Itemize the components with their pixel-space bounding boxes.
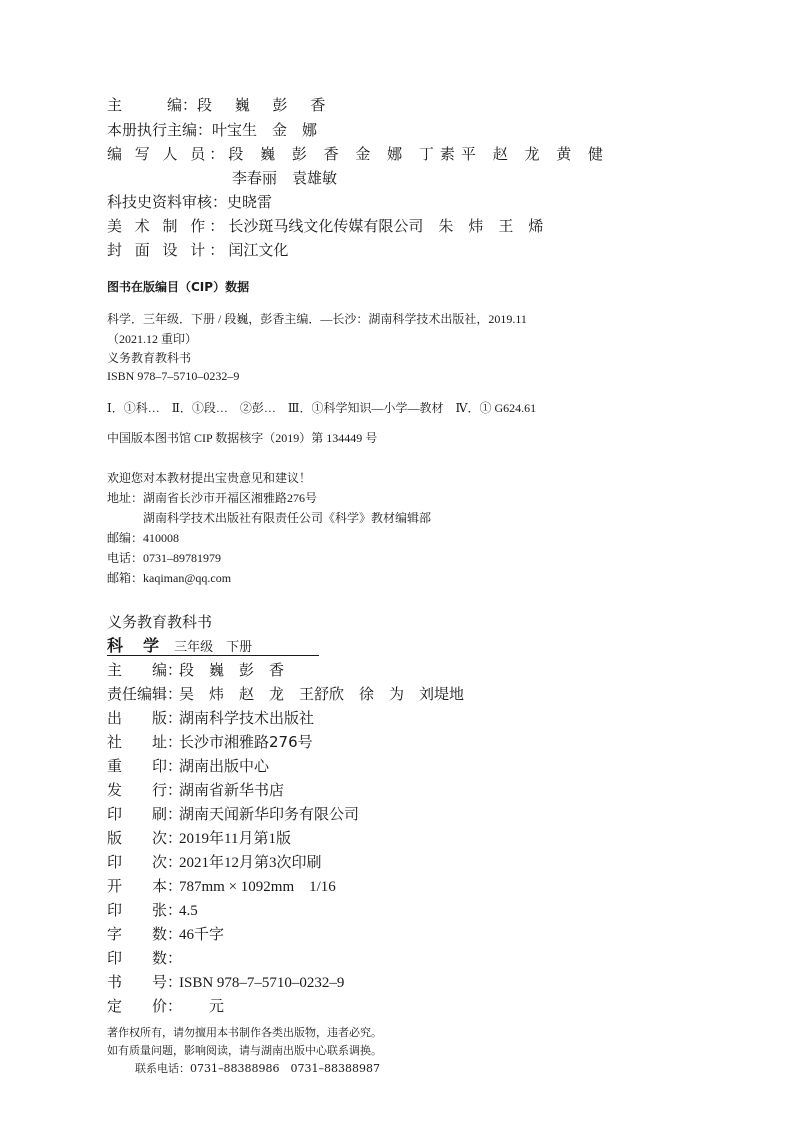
- contact-postcode: 邮编：410008: [107, 531, 180, 545]
- imprint-row-responsible-editor: 责任编辑：吴 炜 赵 龙 王舒欣 徐 为 刘堤地: [107, 685, 465, 703]
- imprint-grade: 三年级 下册: [174, 640, 253, 655]
- imprint-subject: 科 学: [107, 636, 162, 655]
- imprint-row-address: 社 址：长沙市湘雅路276号: [107, 733, 313, 751]
- cip-isbn: ISBN 978–7–5710–0232–9: [107, 369, 240, 383]
- imprint-row-edition: 版 次：2019年11月第1版: [107, 829, 291, 847]
- contact-phone: 电话：0731–89781979: [107, 551, 222, 565]
- credit-row-art: 美 术 制 作：长沙斑马线文化传媒有限公司 朱 炜 王 烯: [107, 217, 544, 235]
- imprint-row-isbn: 书 号：ISBN 978–7–5710–0232–9: [107, 973, 345, 991]
- cip-title: 图书在版编目（CIP）数据: [107, 280, 250, 294]
- credit-row-executive-editor: 本册执行主编：叶宝生 金 娜: [107, 121, 318, 139]
- imprint-row-reprint: 重 印：湖南出版中心: [107, 757, 270, 775]
- cip-classification: Ⅰ．①科… Ⅱ．①段… ②彭… Ⅲ．①科学知识—小学—教材 Ⅳ．① G624.61: [107, 401, 537, 415]
- quality-notice: 如有质量问题，影响阅读，请与湖南出版中心联系调换。: [107, 1044, 382, 1057]
- imprint-row-printer: 印 刷：湖南天闻新华印务有限公司: [107, 805, 360, 823]
- imprint-row-chief-editor: 主 编：段 巍 彭 香: [107, 661, 285, 679]
- credit-row-writers-cont: 李春丽 袁雄敏: [232, 169, 338, 187]
- imprint-row-print-run: 印 数：: [107, 949, 183, 967]
- contact-welcome: 欢迎您对本教材提出宝贵意见和建议！: [107, 471, 312, 485]
- imprint-row-distribution: 发 行：湖南省新华书店: [107, 781, 285, 799]
- contact-email: 邮箱：kaqiman@qq.com: [107, 571, 232, 585]
- imprint-row-format: 开 本：787mm × 1092mm 1/16: [107, 877, 336, 895]
- contact-address: 地址：湖南省长沙市开福区湘雅路276号: [107, 491, 318, 505]
- cip-line-2: （2021.12 重印）: [107, 332, 198, 346]
- contact-address-line-2: 湖南科学技术出版社有限责任公司《科学》教材编辑部: [143, 511, 432, 525]
- credit-row-chief-editor: 主 编：段 巍 彭 香: [107, 96, 335, 114]
- imprint-series: 义务教育教科书: [107, 613, 213, 631]
- credit-row-history-review: 科技史资料审核：史晓雷: [107, 193, 273, 211]
- imprint-row-publisher: 出 版：湖南科学技术出版社: [107, 709, 315, 727]
- imprint-row-sheets: 印 张：4.5: [107, 901, 198, 919]
- imprint-title: [107, 633, 252, 656]
- imprint-row-price: 定 价： 元: [107, 997, 225, 1015]
- imprint-divider: [107, 655, 319, 656]
- cip-record-number: 中国版本图书馆 CIP 数据核字（2019）第 134449 号: [107, 431, 378, 445]
- cip-line-3: 义务教育教科书: [107, 351, 192, 365]
- imprint-row-impression: 印 次：2021年12月第3次印刷: [107, 853, 322, 871]
- imprint-row-word-count: 字 数：46千字: [107, 925, 225, 943]
- copyright-notice: 著作权所有，请勿擅用本书制作各类出版物，违者必究。: [107, 1026, 382, 1039]
- credit-row-cover-design: 封 面 设 计：闰江文化: [107, 241, 289, 259]
- contact-phones: 联系电话：0731–88388986 0731–88388987: [135, 1062, 380, 1075]
- cip-line-1: 科学．三年级．下册 / 段巍，彭香主编．—长沙：湖南科学技术出版社，2019.11: [107, 312, 527, 326]
- credit-row-writers: 编 写 人 员：段 巍 彭 香 金 娜 丁素平 赵 龙 黄 健: [107, 145, 609, 163]
